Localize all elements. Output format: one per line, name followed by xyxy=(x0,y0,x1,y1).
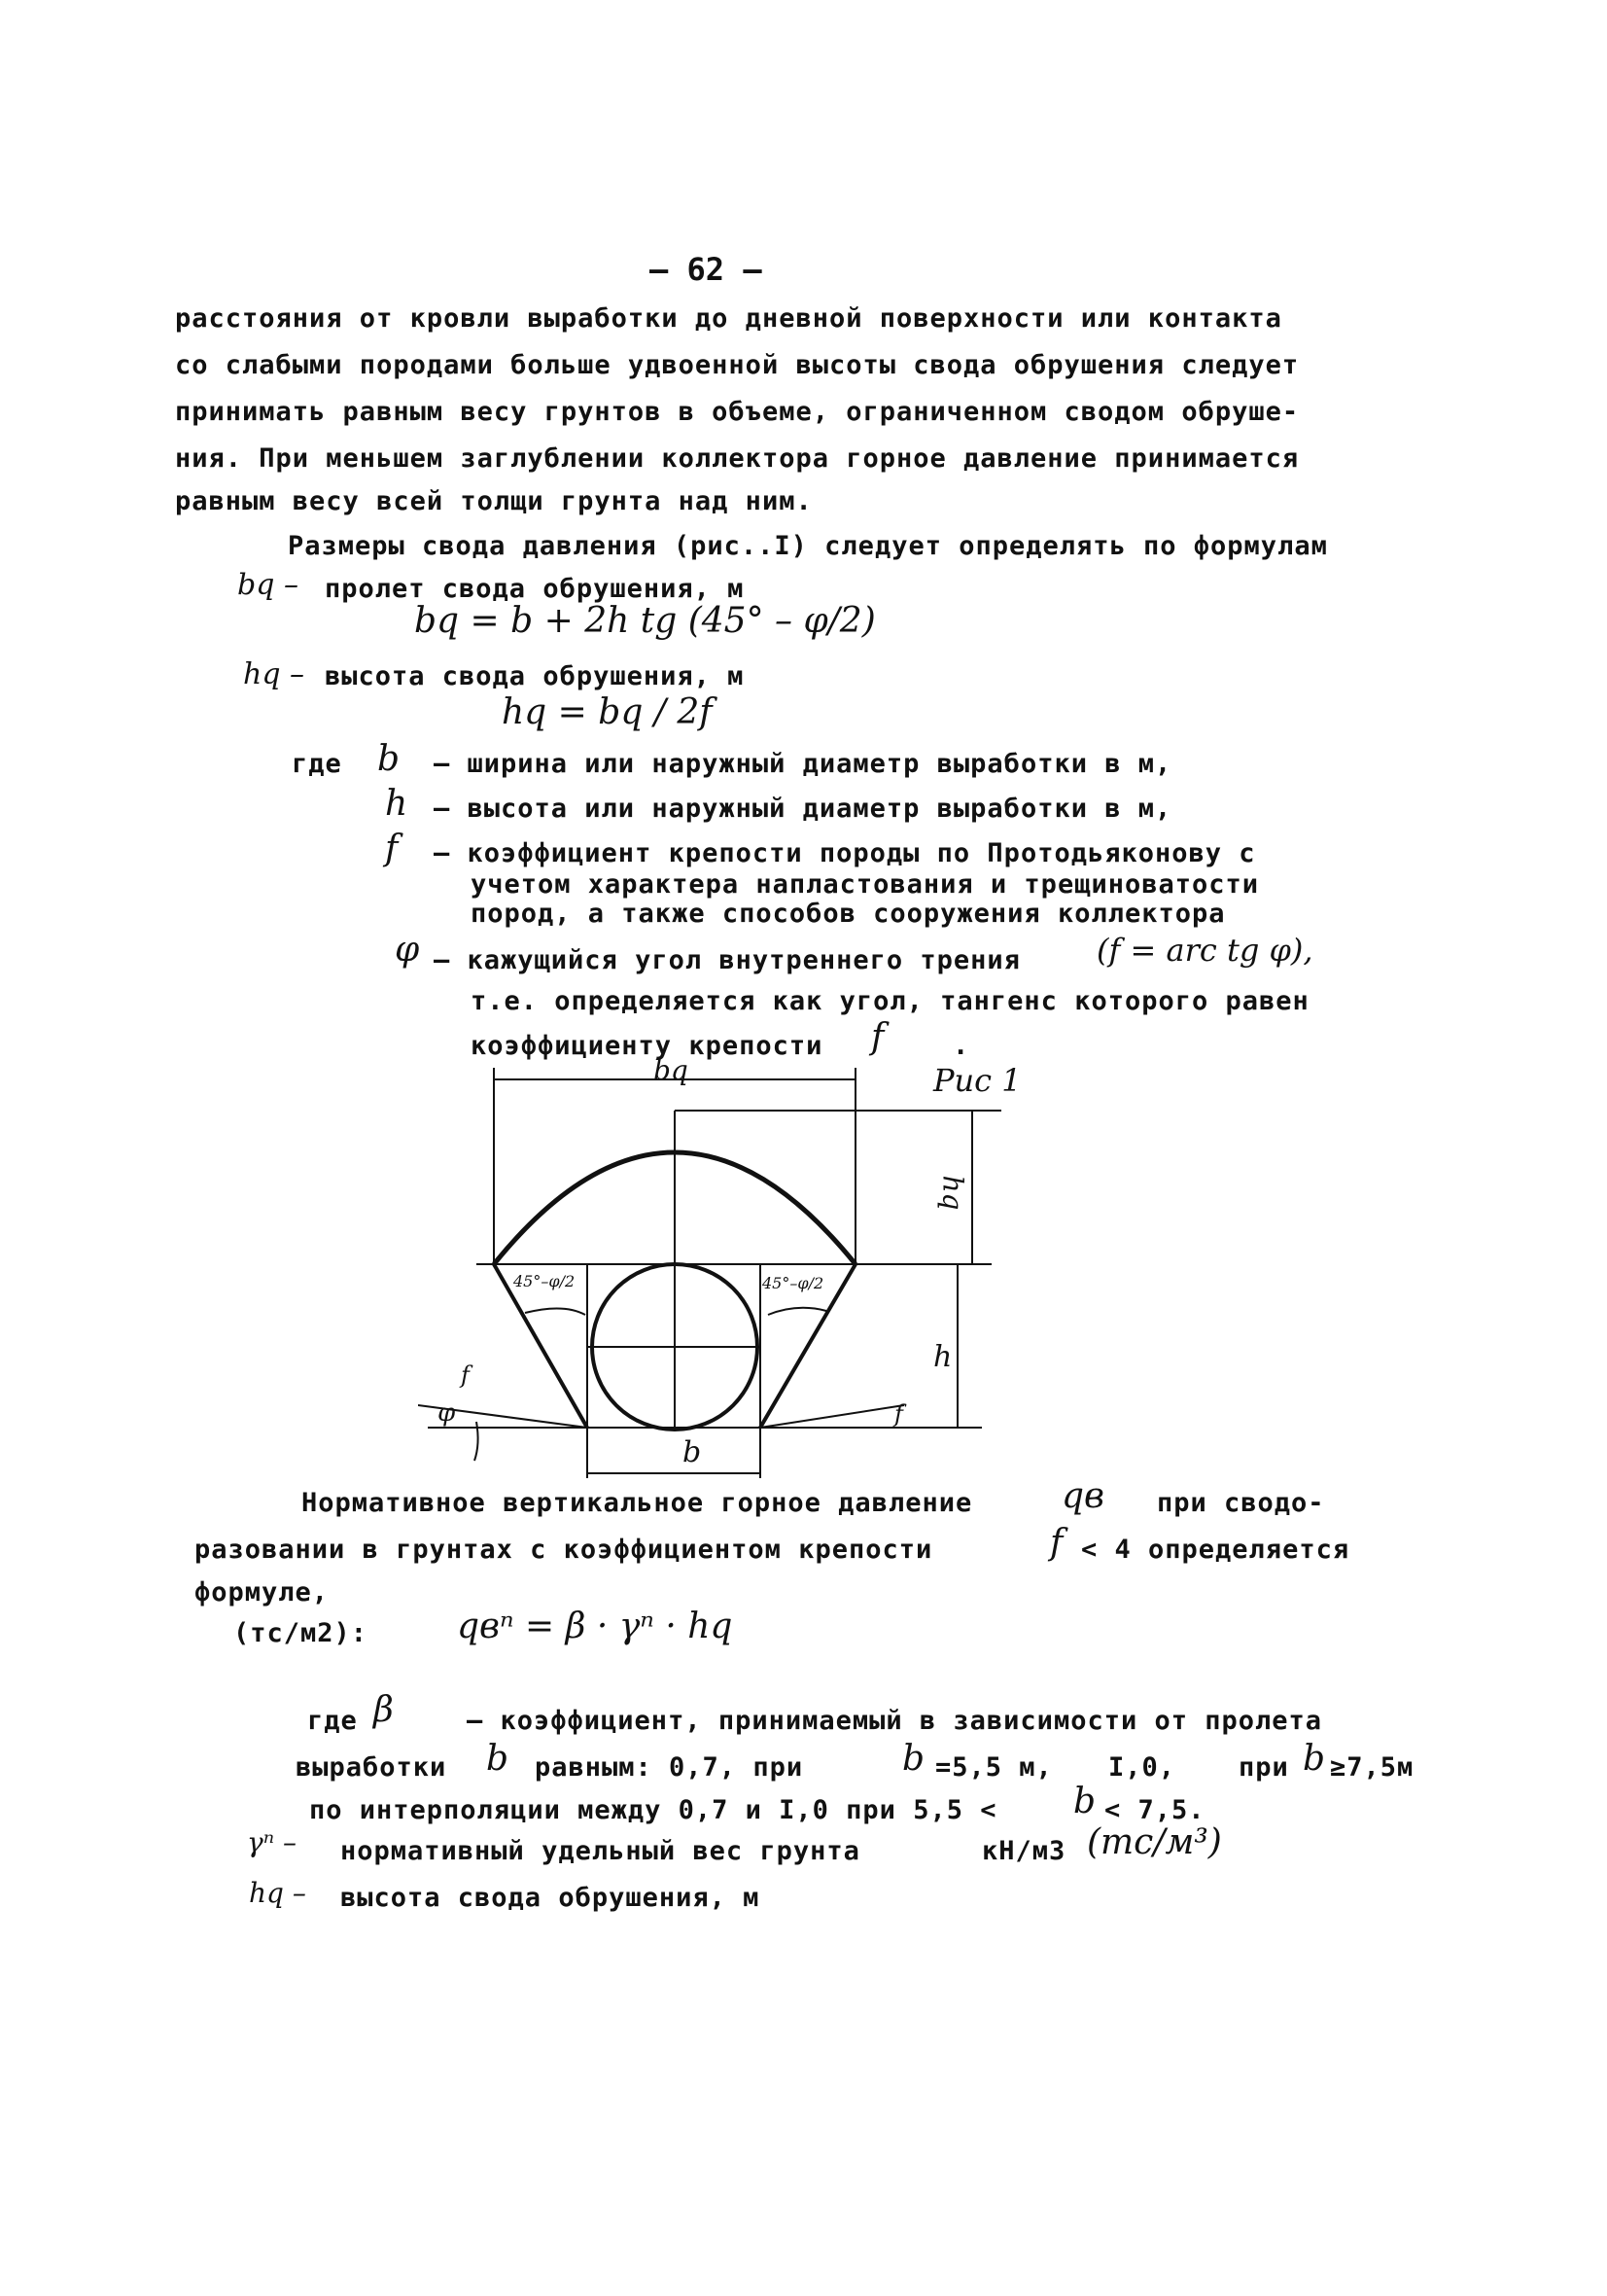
hq-symbol: hq – xyxy=(249,1877,306,1909)
paragraph-line: при сводо- xyxy=(1157,1488,1325,1518)
paragraph-line: разовании в грунтах с коэффициентом крепости xyxy=(194,1535,933,1565)
paragraph-line: < 4 определяется xyxy=(1081,1535,1350,1565)
friction-line-right xyxy=(760,1405,904,1428)
def-symbol-h: h xyxy=(385,784,408,824)
def-f-line: пород, а также способов сооружения коллектора xyxy=(471,899,1226,929)
paragraph-line: равным весу всей толщи грунта над ним. xyxy=(175,486,813,516)
beta-line: ≥7,5м xyxy=(1330,1752,1415,1783)
fig-label-hq: hq xyxy=(936,1175,969,1211)
intro-line: Размеры свода давления (рис..I) следует определять по формулам xyxy=(288,531,1328,561)
b-symbol: b xyxy=(486,1739,509,1779)
page-number: – 62 – xyxy=(649,251,762,288)
qn-symbol: qв xyxy=(1062,1476,1104,1516)
beta-line: < 7,5. xyxy=(1104,1795,1205,1825)
height-symbol: hq – xyxy=(243,657,305,691)
def-symbol-b: b xyxy=(377,739,401,779)
phi-tail-dot: . xyxy=(953,1031,970,1061)
formula-span: bq = b + 2h tg (45° – φ/2) xyxy=(414,601,876,641)
beta-line: – коэффициент, принимаемый в зависимости от пролета xyxy=(467,1706,1323,1736)
fig-label-phi: φ xyxy=(437,1398,456,1428)
phi-tail-symbol: f xyxy=(871,1017,885,1057)
b-symbol: b xyxy=(1073,1782,1097,1821)
formula-pressure: qвⁿ = β · γⁿ · hq xyxy=(457,1607,733,1646)
paragraph-line: расстояния от кровли выработки до дневной поверхности или контакта xyxy=(175,303,1282,334)
fig-label-b: b xyxy=(682,1435,702,1469)
span-symbol: bq – xyxy=(237,568,298,602)
def-phi-line: – кажущийся угол внутреннего трения xyxy=(434,945,1021,975)
def-f-line: – коэффициент крепости породы по Протодьяконову с xyxy=(434,838,1256,868)
beta-line: при xyxy=(1239,1752,1289,1783)
fig-label-bq: bq xyxy=(653,1054,688,1086)
span-def-text: пролет свода обрушения, м xyxy=(325,574,745,604)
def-symbol-f: f xyxy=(385,829,399,868)
paragraph-line: со слабыми породами больше удвоенной высоты свода обрушения следует xyxy=(175,350,1300,380)
gamma-unit: кН/м3 xyxy=(982,1836,1066,1866)
unit-label: (тс/м2): xyxy=(233,1618,368,1648)
def-f-line: учетом характера напластования и трещиноватости xyxy=(471,869,1260,900)
beta-line: выработки xyxy=(296,1752,447,1783)
beta-line: равным: 0,7, при xyxy=(535,1752,804,1783)
height-def-text: высота свода обрушения, м xyxy=(325,661,745,691)
hq-text: высота свода обрушения, м xyxy=(340,1883,760,1913)
beta-symbol: β xyxy=(373,1690,394,1730)
fig-label-h: h xyxy=(933,1340,953,1374)
fig-label-f-right: f xyxy=(894,1400,903,1428)
b-symbol: b xyxy=(1303,1739,1326,1779)
def-phi-line: т.е. определяется как угол, тангенс которого равен xyxy=(471,986,1310,1016)
paragraph-line: принимать равным весу грунтов в объеме, ограниченном сводом обруше- xyxy=(175,397,1300,427)
pressure-arch-figure xyxy=(418,1060,1021,1498)
beta-line: =5,5 м, xyxy=(935,1752,1053,1783)
beta-line: по интерполяции между 0,7 и I,0 при 5,5 < xyxy=(309,1795,997,1825)
paragraph-line: формуле, xyxy=(194,1577,330,1607)
paragraph-line: Нормативное вертикальное горное давление xyxy=(301,1488,973,1518)
where-label: где xyxy=(307,1706,358,1736)
gamma-text: нормативный удельный вес грунта xyxy=(340,1836,860,1866)
paragraph-line: ния. При меньшем заглублении коллектора горное давление принимается xyxy=(175,443,1300,474)
b-symbol: b xyxy=(902,1739,926,1779)
def-b-line: – ширина или наружный диаметр выработки в м, xyxy=(434,749,1172,779)
gamma-symbol: γⁿ – xyxy=(247,1826,297,1858)
angle-arc-right xyxy=(768,1308,826,1315)
angle-arc-left xyxy=(525,1308,585,1315)
where-label: где xyxy=(292,749,342,779)
gamma-unit-hw: (тс/м³) xyxy=(1087,1822,1222,1862)
beta-line: I,0, xyxy=(1108,1752,1176,1783)
f-symbol: f xyxy=(1050,1523,1064,1563)
formula-height: hq = bq / 2f xyxy=(502,692,713,732)
fig-angle-left: 45°–φ/2 xyxy=(513,1272,576,1290)
def-h-line: – высота или наружный диаметр выработки в м, xyxy=(434,794,1172,824)
def-phi-line: коэффициенту крепости xyxy=(471,1031,823,1061)
phi-formula: (f = arc tg φ), xyxy=(1097,932,1313,969)
figure-caption: Рис 1 xyxy=(933,1062,1022,1099)
fig-label-f-left: f xyxy=(461,1361,470,1389)
def-symbol-phi: φ xyxy=(395,930,420,970)
fig-angle-right: 45°–φ/2 xyxy=(762,1274,824,1292)
